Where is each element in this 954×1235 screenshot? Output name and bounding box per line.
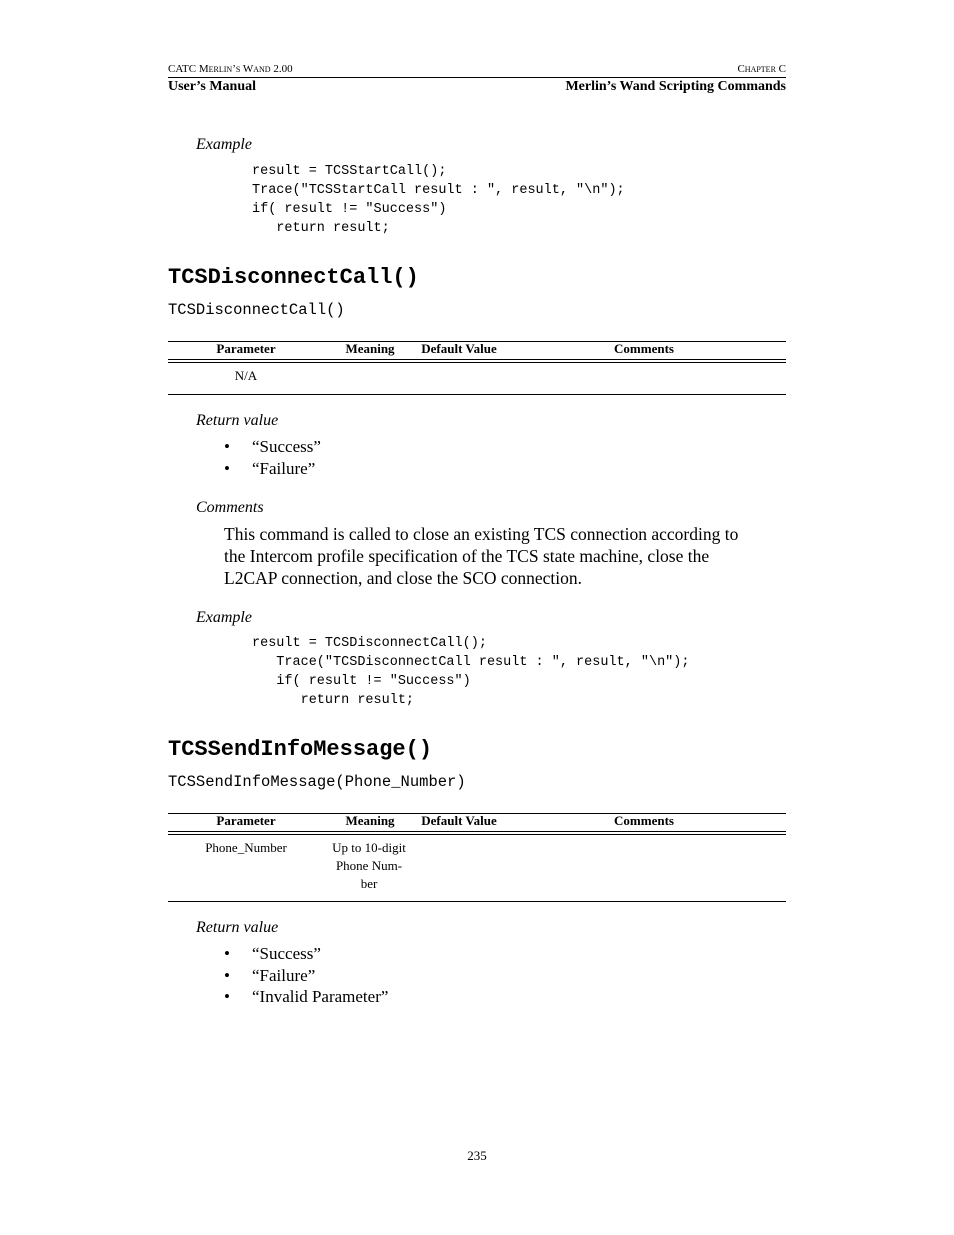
- example-label: Example: [196, 136, 252, 153]
- list-item: • “Success”: [224, 437, 321, 456]
- page-number: 235: [467, 1148, 487, 1163]
- code-block: [252, 162, 625, 238]
- table-header-comments: Comments: [614, 341, 674, 356]
- return-value-text: “Success”: [252, 437, 321, 456]
- return-value-text: “Invalid Parameter”: [252, 987, 389, 1006]
- code-line: return result;: [252, 221, 390, 236]
- table-header-default: Default Value: [421, 813, 497, 828]
- comments-label: Comments: [196, 499, 264, 516]
- table-cell-parameter: Phone_Number: [205, 840, 287, 855]
- code-block: [252, 634, 689, 710]
- table-rule: [168, 362, 786, 363]
- comments-line: the Intercom profile specification of the TCS state machine, close the: [224, 546, 710, 566]
- code-line: return result;: [252, 693, 415, 708]
- header-product: [168, 63, 293, 75]
- list-item: • “Failure”: [224, 459, 316, 478]
- return-value-label: Return value: [196, 919, 279, 936]
- comments-line: L2CAP connection, and close the SCO connection.: [224, 568, 583, 588]
- header-rule: [168, 77, 786, 78]
- table-rule: [168, 831, 786, 832]
- return-value-label: Return value: [196, 412, 279, 429]
- return-value-text: “Failure”: [252, 459, 316, 478]
- header-manual: User’s Manual: [168, 79, 257, 94]
- function-title: TCSSendInfoMessage(): [168, 737, 433, 762]
- return-value-text: “Failure”: [252, 966, 316, 985]
- table-header-parameter: Parameter: [216, 813, 276, 828]
- table-cell-line: ber: [360, 876, 378, 891]
- comments-text: [224, 523, 738, 589]
- table-rule: [168, 834, 786, 835]
- list-item: • “Success”: [224, 944, 321, 963]
- header-product-text: CATC Merlin’s Wand 2.00: [168, 63, 293, 75]
- table-cell-line: Phone Num-: [335, 858, 403, 873]
- table-header-parameter: Parameter: [216, 341, 276, 356]
- table-cell-meaning: [318, 839, 420, 893]
- header-section-title: Merlin’s Wand Scripting Commands: [565, 79, 786, 94]
- list-item: • “Invalid Parameter”: [224, 987, 389, 1006]
- function-title: TCSDisconnectCall(): [168, 265, 419, 290]
- table-header-default: Default Value: [421, 341, 497, 356]
- table-rule: [168, 394, 786, 395]
- table-rule: [168, 901, 786, 902]
- table-header-meaning: Meaning: [345, 341, 395, 356]
- header-chapter: Chapter C: [737, 63, 786, 75]
- list-item: • “Failure”: [224, 966, 316, 985]
- code-line: result = TCSStartCall();: [252, 164, 447, 179]
- table-cell-line: Up to 10-digit: [332, 840, 406, 855]
- code-line: Trace("TCSDisconnectCall result : ", result, "\n");: [252, 655, 690, 670]
- code-line: if( result != "Success"): [252, 674, 471, 689]
- table-header-comments: Comments: [614, 813, 674, 828]
- table-header-meaning: Meaning: [345, 813, 395, 828]
- code-line: Trace("TCSStartCall result : ", result, "\n");: [252, 183, 625, 198]
- table-rule: [168, 359, 786, 360]
- code-line: if( result != "Success"): [252, 202, 447, 217]
- function-signature: TCSDisconnectCall(): [168, 301, 345, 319]
- code-line: result = TCSDisconnectCall();: [252, 636, 487, 651]
- example-label: Example: [196, 609, 252, 626]
- return-value-text: “Success”: [252, 944, 321, 963]
- comments-line: This command is called to close an existing TCS connection according to: [224, 524, 739, 544]
- table-cell-parameter: N/A: [234, 368, 258, 383]
- function-signature: TCSSendInfoMessage(Phone_Number): [168, 773, 466, 791]
